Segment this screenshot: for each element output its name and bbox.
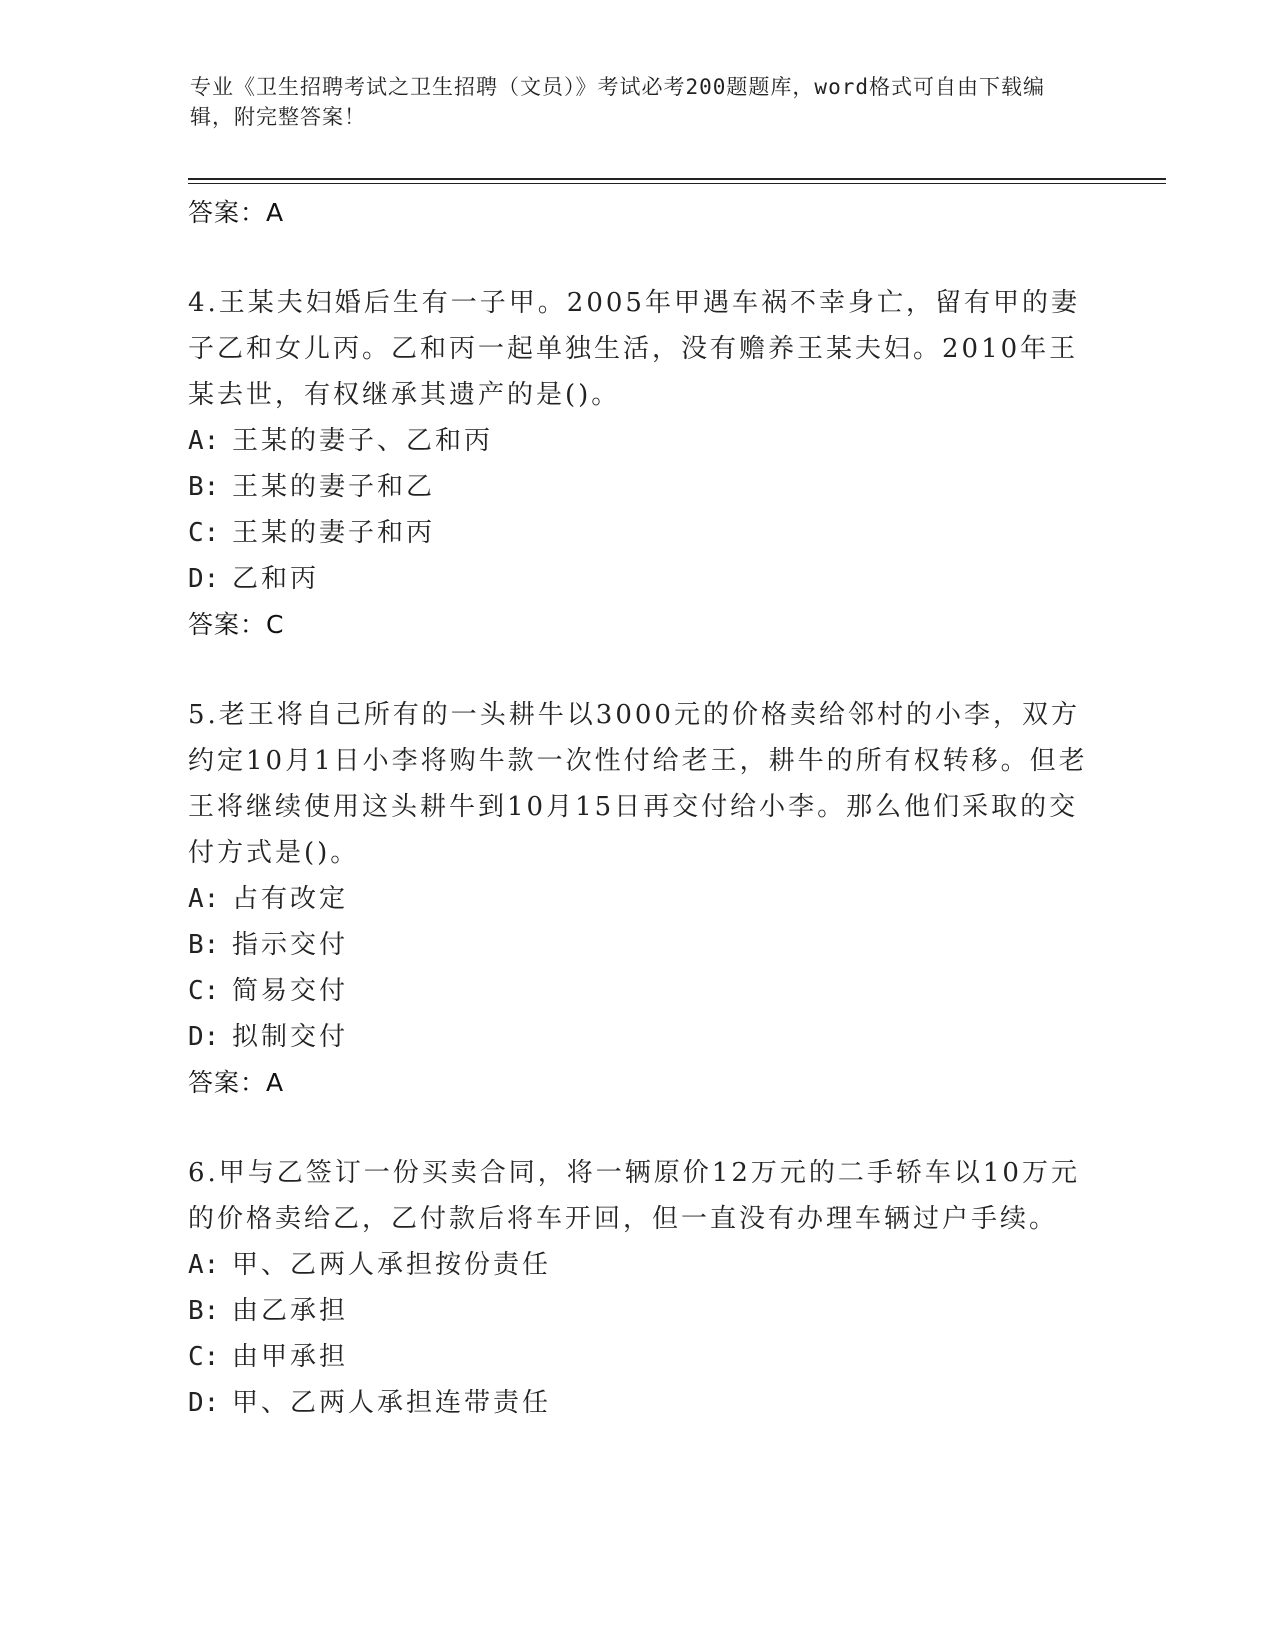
option-d [188,1014,1088,1060]
question-5 [188,692,1088,1106]
question-list [188,190,1088,1426]
option-key: D: [188,1022,220,1052]
option-a [188,876,1088,922]
option-a [188,1242,1088,1288]
option-text: 王某的妻子、乙和丙 [232,426,494,456]
option-text: 简易交付 [232,976,349,1006]
option-text: 乙和丙 [232,564,320,594]
option-c [188,968,1088,1014]
header-divider-thick [188,178,1166,180]
header-divider-thin [188,183,1166,184]
answer-value: C [266,610,285,639]
option-key: A: [188,884,220,914]
answer-value: A [266,1068,285,1097]
question-4 [188,280,1088,648]
option-c [188,1334,1088,1380]
option-b [188,1288,1088,1334]
answer-label: 答案： [188,610,267,639]
option-d [188,556,1088,602]
question-6 [188,1150,1088,1426]
option-key: B: [188,930,220,960]
option-d [188,1380,1088,1426]
answer-line [188,190,1088,236]
answer-label: 答案： [188,1068,267,1097]
option-key: A: [188,426,220,456]
option-c [188,510,1088,556]
option-key: A: [188,1250,220,1280]
option-a [188,418,1088,464]
question-stem: 6.甲与乙签订一份买卖合同，将一辆原价12万元的二手轿车以10万元的价格卖给乙，乙付款后将车开回，但一直没有办理车辆过户手续。 [188,1158,1080,1234]
option-text: 拟制交付 [232,1022,349,1052]
option-text: 甲、乙两人承担按份责任 [232,1250,552,1280]
option-text: 由乙承担 [232,1296,349,1326]
option-key: D: [188,1388,220,1418]
question-stem: 4.王某夫妇婚后生有一子甲。2005年甲遇车祸不幸身亡，留有甲的妻子乙和女儿丙。乙和丙一起单独生活，没有赡养王某夫妇。2010年王某去世，有权继承其遗产的是()。 [188,288,1080,410]
option-key: C: [188,976,220,1006]
option-key: C: [188,518,220,548]
question-stem: 5.老王将自己所有的一头耕牛以3000元的价格卖给邻村的小李，双方约定10月1日小李将购牛款一次性付给老王，耕牛的所有权转移。但老王将继续使用这头耕牛到10月15日再交付给小李。那么他们采取的交付方式是()。 [188,700,1088,868]
option-b [188,922,1088,968]
option-text: 指示交付 [232,930,349,960]
option-text: 王某的妻子和丙 [232,518,436,548]
answer-line [188,1060,1088,1106]
option-text: 由甲承担 [232,1342,349,1372]
document-header: 专业《卫生招聘考试之卫生招聘（文员）》考试必考200题题库，word格式可自由下载编辑，附完整答案！ [190,75,1045,129]
option-text: 甲、乙两人承担连带责任 [232,1388,552,1418]
option-text: 占有改定 [232,884,349,914]
option-b [188,464,1088,510]
option-text: 王某的妻子和乙 [232,472,436,502]
option-key: C: [188,1342,220,1372]
option-key: B: [188,1296,220,1326]
answer-line [188,602,1088,648]
answer-value: A [266,198,285,227]
option-key: B: [188,472,220,502]
answer-label: 答案： [188,198,267,227]
option-key: D: [188,564,220,594]
